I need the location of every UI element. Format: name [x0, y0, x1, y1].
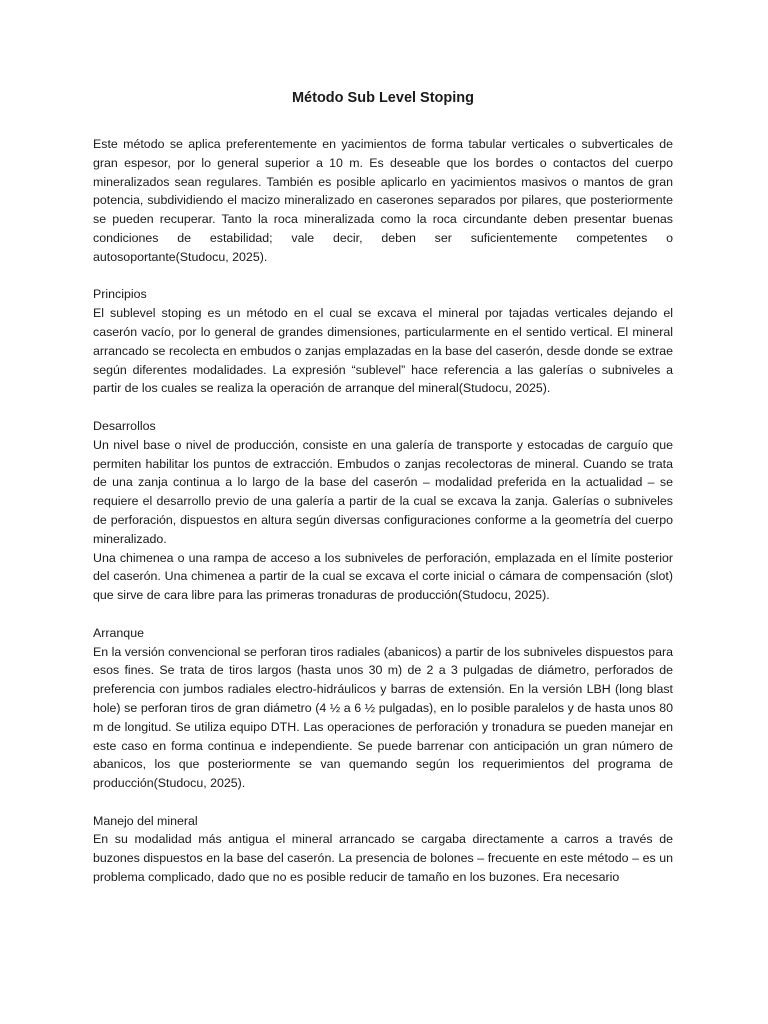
- section-heading-desarrollos: Desarrollos: [93, 418, 156, 433]
- paragraph-gap: [93, 793, 673, 812]
- paragraph-gap: [93, 267, 673, 286]
- section-heading-manejo: Manejo del mineral: [93, 813, 198, 828]
- manejo-paragraph: En su modalidad más antigua el mineral arrancado se cargaba directamente a carros a través de buzones dispuestos en la base del caserón. La presencia de bolones – frecuente en este método – es un problema complicado, dado que no es posible reducir de tamaño en los buzones. Era necesario: [93, 832, 673, 885]
- section-heading-arranque: Arranque: [93, 625, 144, 640]
- section-heading-principios: Principios: [93, 287, 147, 302]
- intro-paragraph: Este método se aplica preferentemente en yacimientos de forma tabular verticales o subverticales de gran espesor, por lo general superior a 10 m. Es deseable que los bordes o contactos del cuerpo mineralizados sean regulares. También es posible aplicarlo en yacimientos masivos o mantos de gran potencia, subdividiendo el macizo mineralizado en caserones separados por pilares, que posteriormente se pueden recuperar. Tanto la roca mineralizada como la roca circundante deben presentar buenas condiciones de estabilidad; vale decir, deben ser suficientemente competentes o autosoportante(Studocu, 2025).: [93, 137, 673, 264]
- desarrollos-paragraph-1: Un nivel base o nivel de producción, consiste en una galería de transporte y estocadas de carguío que permiten habilitar los puntos de extracción. Embudos o zanjas recolectoras de mineral. Cuando se trata de una zanja continua a lo largo de la base del caserón – modalidad preferida en la actualidad – se requiere el desarrollo previo de una galería a partir de la cual se excava la zanja. Galerías o subniveles de perforación, dispuestos en altura según diversas configuraciones conforme a la geometría del cuerpo mineralizado.: [93, 437, 673, 546]
- desarrollos-paragraph-2: Una chimenea o una rampa de acceso a los subniveles de perforación, emplazada en el límite posterior del caserón. Una chimenea a partir de la cual se excava el corte inicial o cámara de compensación (slot) que sirve de cara libre para las primeras tronaduras de producción(Studocu, 2025).: [93, 550, 673, 603]
- arranque-paragraph: En la versión convencional se perforan tiros radiales (abanicos) a partir de los subniveles dispuestos para esos fines. Se trata de tiros largos (hasta unos 30 m) de 2 a 3 pulgadas de diámetro, perforados de preferencia con jumbos radiales electro-hidráulicos y barras de extensión. En la versión LBH (long blast hole) se perforan tiros de gran diámetro (4 ½ a 6 ½ pulgadas), en lo posible paralelos y de hasta unos 80 m de longitud. Se utiliza equipo DTH. Las operaciones de perforación y tronadura se pueden manejar en este caso en forma continua e independiente. Se puede barrenar con anticipación un gran número de abanicos, los que posteriormente se van quemando según los requerimientos del programa de producción(Studocu, 2025).: [93, 644, 673, 791]
- document-page: [93, 88, 673, 887]
- document-title: Método Sub Level Stoping: [291, 90, 475, 106]
- paragraph-gap: [93, 605, 673, 624]
- principios-paragraph: El sublevel stoping es un método en el cual se excava el mineral por tajadas verticales dejando el caserón vacío, por lo general de grandes dimensiones, particularmente en el sentido vertical. El mineral arrancado se recolecta en embudos o zanjas emplazadas en la base del caserón, desde donde se extrae según diferentes modalidades. La expresión “sublevel” hace referencia a las galerías o subniveles a partir de los cuales se realiza la operación de arranque del mineral(Studocu, 2025).: [93, 306, 673, 396]
- paragraph-gap: [93, 398, 673, 417]
